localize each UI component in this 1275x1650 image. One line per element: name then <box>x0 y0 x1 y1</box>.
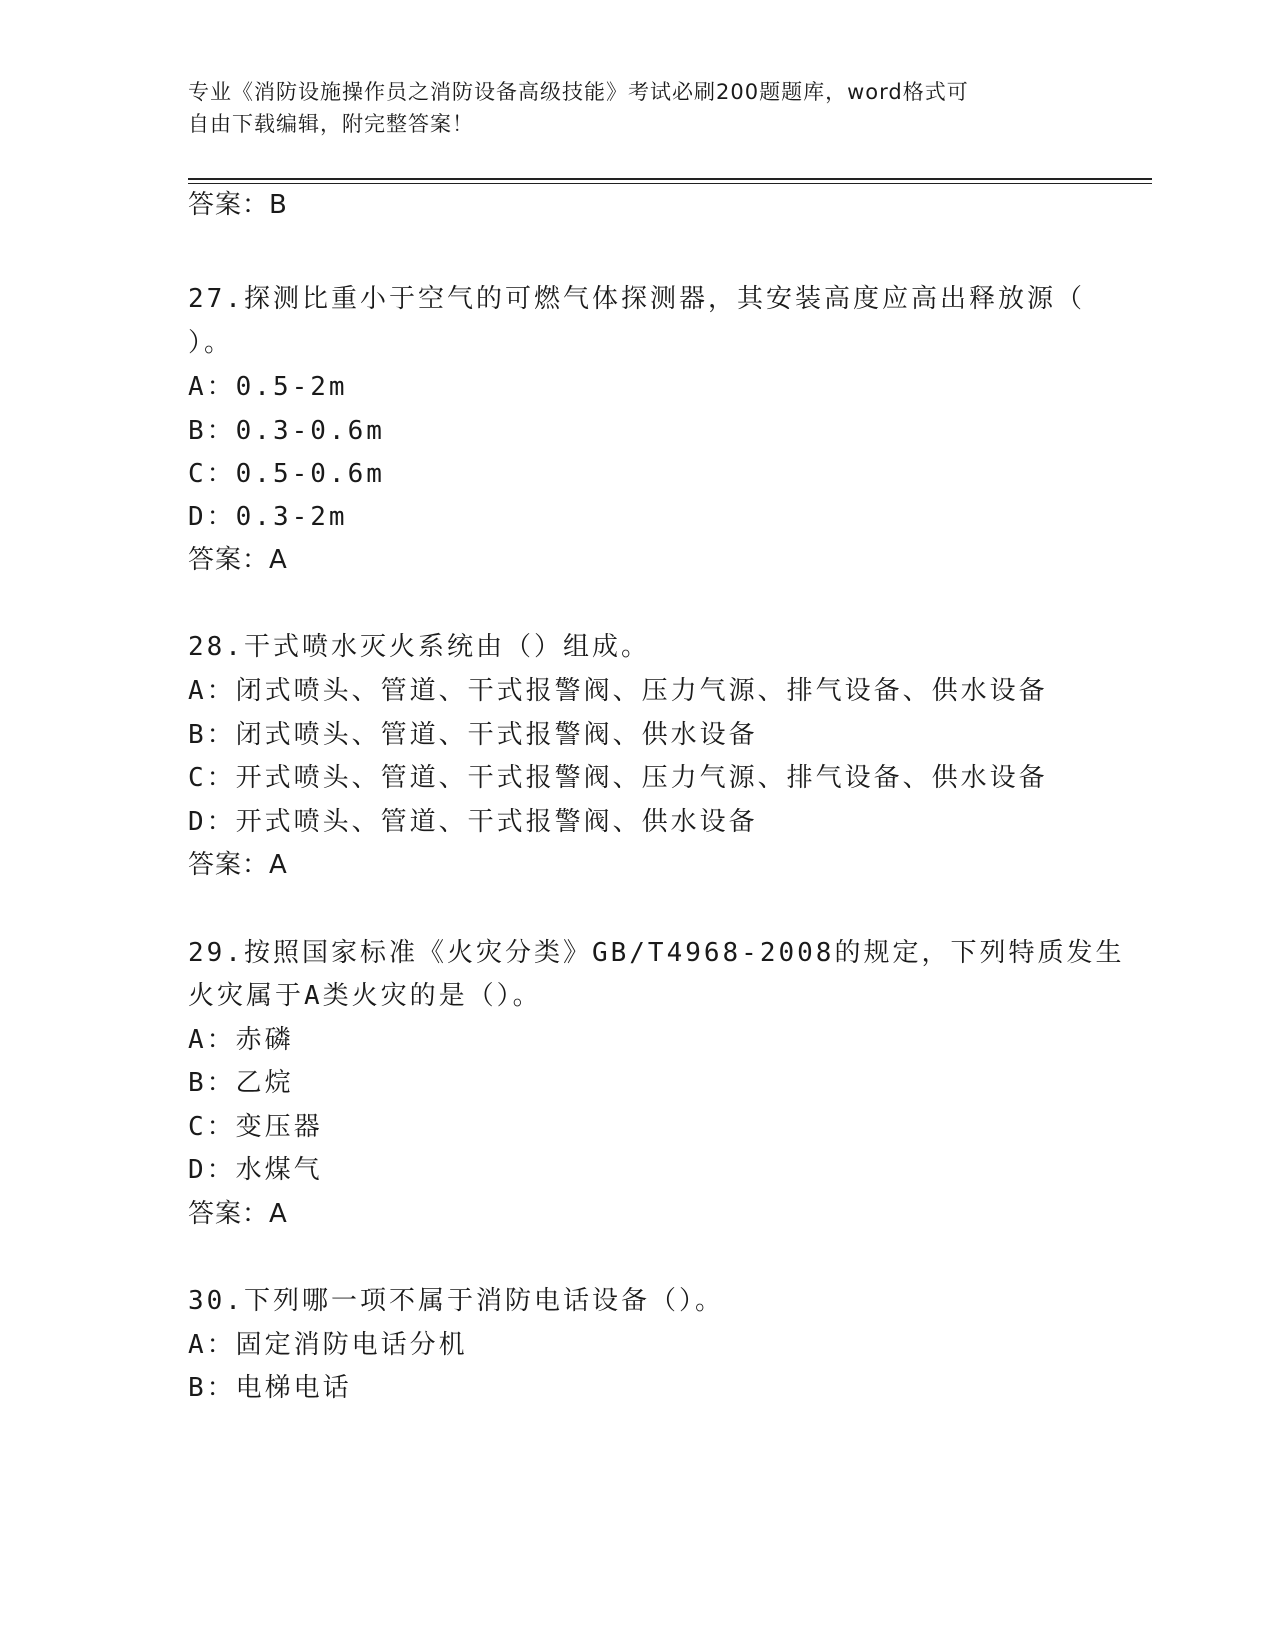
question-28-option-a: A：闭式喷头、管道、干式报警阀、压力气源、排气设备、供水设备 <box>188 676 1048 706</box>
question-30-stem-line-1: 30.下列哪一项不属于消防电话设备（）。 <box>188 1286 724 1316</box>
question-27-stem-line-2: ）。 <box>188 328 234 358</box>
question-29-option-a: A：赤磷 <box>188 1025 294 1055</box>
question-28-option-c: C：开式喷头、管道、干式报警阀、压力气源、排气设备、供水设备 <box>188 763 1048 793</box>
question-28-option-d: D：开式喷头、管道、干式报警阀、供水设备 <box>188 807 758 837</box>
question-29-option-c: C：变压器 <box>188 1112 323 1142</box>
header-note <box>188 76 1068 140</box>
header-rule-thick <box>188 178 1152 180</box>
question-28-stem-line-1: 28.干式喷水灭火系统由（）组成。 <box>188 632 650 662</box>
previous-answer: 答案：B <box>188 190 288 220</box>
header-line-2: 自由下载编辑，附完整答案！ <box>188 112 474 136</box>
question-27-answer: 答案：A <box>188 545 288 575</box>
question-29-stem-line-2: 火灾属于A类火灾的是（）。 <box>188 981 542 1011</box>
header-rule-thin <box>188 183 1152 184</box>
question-29-option-d: D：水煤气 <box>188 1155 323 1185</box>
question-27-option-a: A：0.5-2m <box>188 372 348 402</box>
question-29-stem-line-1: 29.按照国家标准《火灾分类》GB/T4968-2008的规定，下列特质发生 <box>188 938 1125 968</box>
question-27-option-c: C：0.5-0.6m <box>188 459 385 489</box>
question-28-answer: 答案：A <box>188 850 288 880</box>
header-line-1: 专业《消防设施操作员之消防设备高级技能》考试必刷200题题库，word格式可 <box>188 80 969 104</box>
question-27-option-b: B：0.3-0.6m <box>188 416 385 446</box>
question-29-answer: 答案：A <box>188 1199 288 1229</box>
question-27-option-d: D：0.3-2m <box>188 502 348 532</box>
question-30-option-b: B：电梯电话 <box>188 1373 352 1403</box>
question-30-option-a: A：固定消防电话分机 <box>188 1330 468 1360</box>
question-27-stem-line-1: 27.探测比重小于空气的可燃气体探测器，其安装高度应高出释放源（ <box>188 284 1085 314</box>
question-29-option-b: B：乙烷 <box>188 1068 294 1098</box>
question-28-option-b: B：闭式喷头、管道、干式报警阀、供水设备 <box>188 720 758 750</box>
